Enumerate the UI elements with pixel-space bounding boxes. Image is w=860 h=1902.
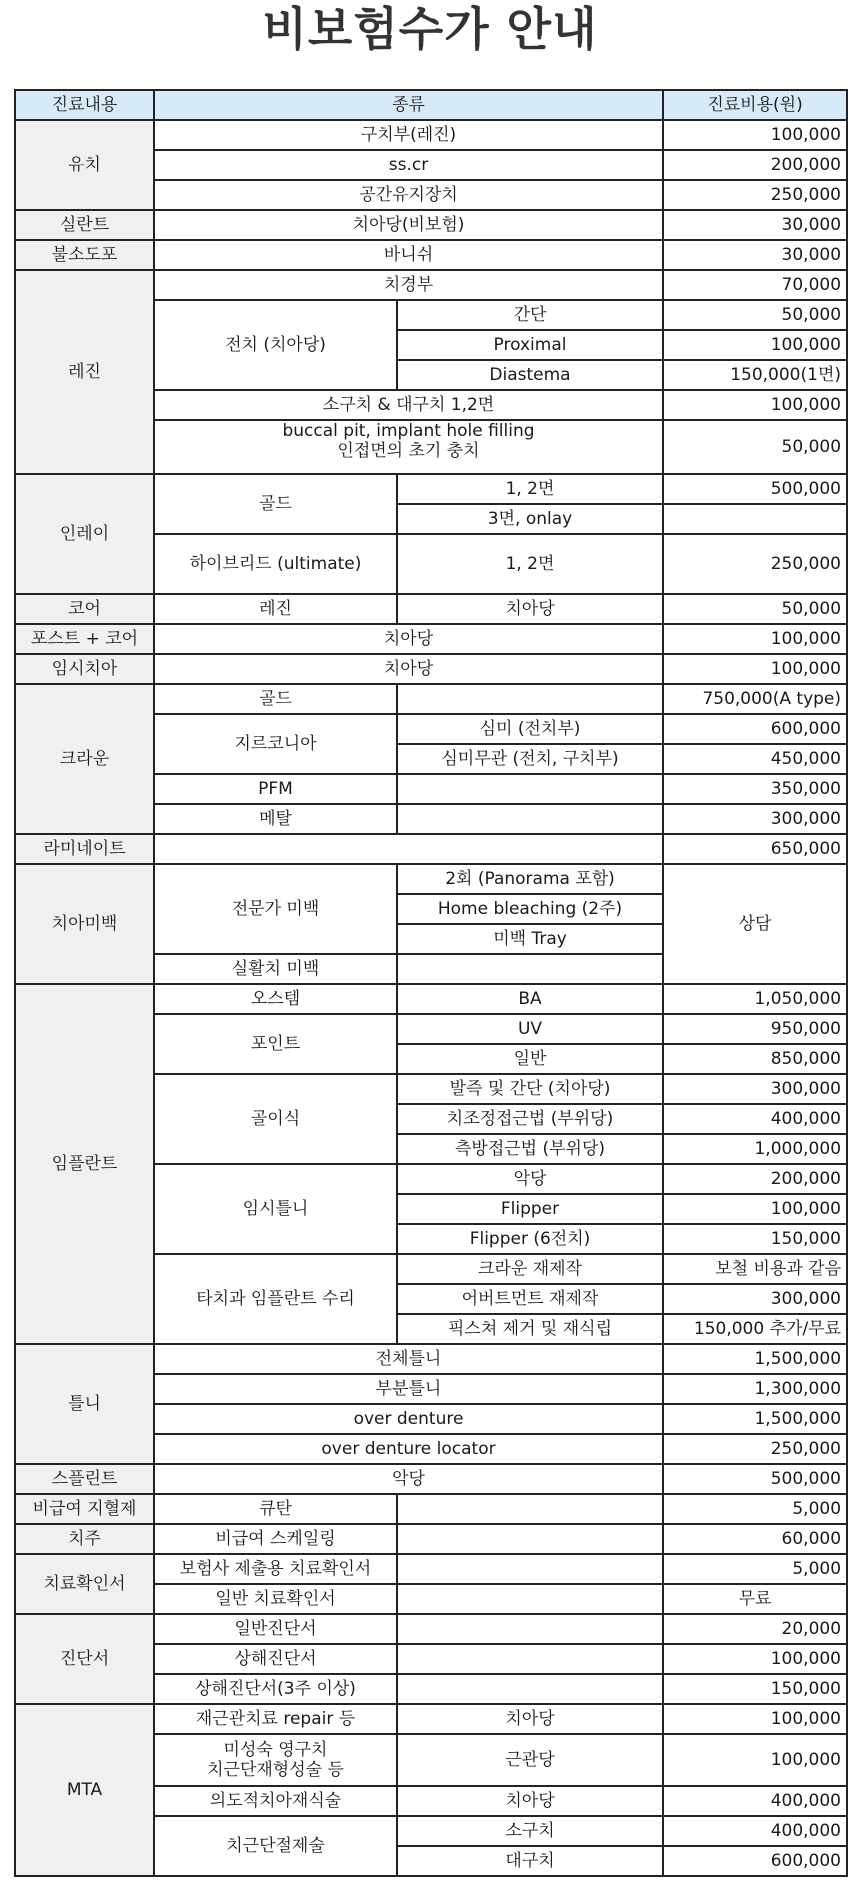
type-cell: 메탈 <box>154 804 397 834</box>
type-cell: 재근관치료 repair 등 <box>154 1704 397 1734</box>
price-cell: 30,000 <box>663 210 847 240</box>
subtype-cell: 대구치 <box>397 1846 663 1876</box>
type-cell: 치아당 <box>154 624 663 654</box>
type-cell: 치경부 <box>154 270 663 300</box>
subtype-cell: 어버트먼트 재제작 <box>397 1284 663 1314</box>
type-cell: 악당 <box>154 1464 663 1494</box>
price-cell: 50,000 <box>663 420 847 474</box>
type-cell: 치아당(비보험) <box>154 210 663 240</box>
fee-table <box>14 89 848 1877</box>
subtype-cell: 치아당 <box>397 1704 663 1734</box>
type-cell: 치근단절제술 <box>154 1816 397 1876</box>
type-line: buccal pit, implant hole filling <box>282 421 535 441</box>
price-cell: 1,050,000 <box>663 984 847 1014</box>
type-cell: 구치부(레진) <box>154 120 663 150</box>
type-cell: 타치과 임플란트 수리 <box>154 1254 397 1344</box>
price-cell: 150,000 추가/무료 <box>663 1314 847 1344</box>
subtype-cell: 치조정접근법 (부위당) <box>397 1104 663 1134</box>
type-cell: 지르코니아 <box>154 714 397 774</box>
category-cell: 틀니 <box>15 1344 154 1464</box>
category-cell: 스플린트 <box>15 1464 154 1494</box>
price-cell: 1,500,000 <box>663 1344 847 1374</box>
price-cell: 250,000 <box>663 1434 847 1464</box>
category-cell: 인레이 <box>15 474 154 594</box>
table-row <box>15 1704 847 1734</box>
subtype-cell: 소구치 <box>397 1816 663 1846</box>
category-cell: 임플란트 <box>15 984 154 1344</box>
category-cell: 코어 <box>15 594 154 624</box>
subtype-cell: 픽스쳐 제거 및 재식립 <box>397 1314 663 1344</box>
type-cell <box>154 1734 397 1786</box>
type-cell <box>154 834 663 864</box>
category-cell: 실란트 <box>15 210 154 240</box>
table-row <box>15 1344 847 1374</box>
page-title: 비보험수가 안내 <box>262 2 598 56</box>
price-cell: 70,000 <box>663 270 847 300</box>
table-row <box>15 270 847 300</box>
table-row <box>15 984 847 1014</box>
type-line: 미성숙 영구치 <box>223 1740 328 1760</box>
subtype-cell: 치아당 <box>397 594 663 624</box>
price-cell: 상담 <box>663 864 847 984</box>
header-price: 진료비용(원) <box>663 90 847 120</box>
price-cell: 500,000 <box>663 474 847 504</box>
table-row <box>15 594 847 624</box>
subtype-cell <box>397 1674 663 1704</box>
table-header-row <box>15 90 847 120</box>
table-row <box>15 684 847 714</box>
table-row <box>15 1554 847 1584</box>
type-cell <box>154 420 663 474</box>
subtype-cell: BA <box>397 984 663 1014</box>
type-line: 인접면의 초기 충치 <box>337 441 480 461</box>
category-cell: 비급여 지혈제 <box>15 1494 154 1524</box>
type-cell: 전치 (치아당) <box>154 300 397 390</box>
price-cell: 200,000 <box>663 150 847 180</box>
type-cell: 바니쉬 <box>154 240 663 270</box>
table-row <box>15 834 847 864</box>
type-cell: 상해진단서(3주 이상) <box>154 1674 397 1704</box>
price-cell: 5,000 <box>663 1494 847 1524</box>
price-cell: 100,000 <box>663 1734 847 1786</box>
subtype-cell: 심미무관 (전치, 구치부) <box>397 744 663 774</box>
type-cell: 임시틀니 <box>154 1164 397 1254</box>
subtype-cell: 악당 <box>397 1164 663 1194</box>
price-cell: 200,000 <box>663 1164 847 1194</box>
price-cell: 600,000 <box>663 1846 847 1876</box>
subtype-cell: 측방접근법 (부위당) <box>397 1134 663 1164</box>
subtype-cell: 치아당 <box>397 1786 663 1816</box>
price-cell: 150,000 <box>663 1674 847 1704</box>
type-cell: 전체틀니 <box>154 1344 663 1374</box>
type-cell: 치아당 <box>154 654 663 684</box>
type-cell: 일반 치료확인서 <box>154 1584 397 1614</box>
price-cell: 60,000 <box>663 1524 847 1554</box>
type-cell: 상해진단서 <box>154 1644 397 1674</box>
subtype-cell: 3면, onlay <box>397 504 663 534</box>
price-cell: 850,000 <box>663 1044 847 1074</box>
type-cell: 비급여 스케일링 <box>154 1524 397 1554</box>
subtype-cell: 근관당 <box>397 1734 663 1786</box>
category-cell: 임시치아 <box>15 654 154 684</box>
type-cell: 큐탄 <box>154 1494 397 1524</box>
subtype-cell <box>397 774 663 804</box>
price-cell: 5,000 <box>663 1554 847 1584</box>
table-row <box>15 624 847 654</box>
category-cell: 유치 <box>15 120 154 210</box>
subtype-cell <box>397 1554 663 1584</box>
price-cell: 750,000(A type) <box>663 684 847 714</box>
subtype-cell <box>397 1584 663 1614</box>
header-category: 진료내용 <box>15 90 154 120</box>
price-cell: 350,000 <box>663 774 847 804</box>
subtype-cell: Diastema <box>397 360 663 390</box>
type-line: 치근단재형성술 등 <box>207 1760 344 1780</box>
price-cell: 50,000 <box>663 594 847 624</box>
type-cell: 실활치 미백 <box>154 954 397 984</box>
price-cell: 100,000 <box>663 330 847 360</box>
table-row <box>15 654 847 684</box>
table-row <box>15 474 847 504</box>
price-cell: 100,000 <box>663 1704 847 1734</box>
price-cell: 150,000 <box>663 1224 847 1254</box>
type-cell: 골드 <box>154 474 397 534</box>
type-cell: PFM <box>154 774 397 804</box>
price-cell: 20,000 <box>663 1614 847 1644</box>
subtype-cell: Flipper <box>397 1194 663 1224</box>
price-cell: 250,000 <box>663 534 847 594</box>
subtype-cell: 심미 (전치부) <box>397 714 663 744</box>
category-cell: 불소도포 <box>15 240 154 270</box>
price-cell: 무료 <box>663 1584 847 1614</box>
price-cell: 600,000 <box>663 714 847 744</box>
price-cell <box>663 504 847 534</box>
subtype-cell: UV <box>397 1014 663 1044</box>
table-row <box>15 1524 847 1554</box>
price-cell: 50,000 <box>663 300 847 330</box>
type-cell: 오스템 <box>154 984 397 1014</box>
type-cell: 골드 <box>154 684 397 714</box>
type-cell: 공간유지장치 <box>154 180 663 210</box>
type-cell: 소구치 & 대구치 1,2면 <box>154 390 663 420</box>
price-cell: 400,000 <box>663 1786 847 1816</box>
price-cell: 1,000,000 <box>663 1134 847 1164</box>
price-cell: 250,000 <box>663 180 847 210</box>
price-cell: 650,000 <box>663 834 847 864</box>
type-cell: 보험사 제출용 치료확인서 <box>154 1554 397 1584</box>
type-cell: 포인트 <box>154 1014 397 1074</box>
price-cell: 300,000 <box>663 1074 847 1104</box>
table-row <box>15 1614 847 1644</box>
subtype-cell <box>397 1524 663 1554</box>
subtype-cell: Flipper (6전치) <box>397 1224 663 1254</box>
table-row <box>15 240 847 270</box>
subtype-cell <box>397 1644 663 1674</box>
price-cell: 450,000 <box>663 744 847 774</box>
price-cell: 400,000 <box>663 1104 847 1134</box>
price-cell: 300,000 <box>663 1284 847 1314</box>
subtype-cell: 간단 <box>397 300 663 330</box>
type-cell: over denture <box>154 1404 663 1434</box>
header-type: 종류 <box>154 90 663 120</box>
price-cell: 150,000(1면) <box>663 360 847 390</box>
subtype-cell: 발즉 및 간단 (치아당) <box>397 1074 663 1104</box>
subtype-cell: 1, 2면 <box>397 474 663 504</box>
price-cell: 400,000 <box>663 1816 847 1846</box>
type-cell: over denture locator <box>154 1434 663 1464</box>
subtype-cell: Home bleaching (2주) <box>397 894 663 924</box>
price-cell: 100,000 <box>663 1644 847 1674</box>
subtype-cell <box>397 1614 663 1644</box>
price-cell: 100,000 <box>663 390 847 420</box>
price-cell: 보철 비용과 같음 <box>663 1254 847 1284</box>
subtype-cell: 크라운 재제작 <box>397 1254 663 1284</box>
category-cell: 레진 <box>15 270 154 474</box>
category-cell: 치주 <box>15 1524 154 1554</box>
type-cell: 골이식 <box>154 1074 397 1164</box>
price-cell: 100,000 <box>663 120 847 150</box>
subtype-cell: 미백 Tray <box>397 924 663 954</box>
type-cell: ss.cr <box>154 150 663 180</box>
category-cell: 크라운 <box>15 684 154 834</box>
subtype-cell: 일반 <box>397 1044 663 1074</box>
price-cell: 100,000 <box>663 654 847 684</box>
type-cell: 전문가 미백 <box>154 864 397 954</box>
table-row <box>15 210 847 240</box>
type-cell: 하이브리드 (ultimate) <box>154 534 397 594</box>
category-cell: 치료확인서 <box>15 1554 154 1614</box>
type-cell: 레진 <box>154 594 397 624</box>
subtype-cell <box>397 1494 663 1524</box>
price-cell: 1,500,000 <box>663 1404 847 1434</box>
table-row <box>15 1464 847 1494</box>
price-cell: 100,000 <box>663 1194 847 1224</box>
type-cell: 의도적치아재식술 <box>154 1786 397 1816</box>
category-cell: MTA <box>15 1704 154 1876</box>
subtype-cell <box>397 954 663 984</box>
subtype-cell <box>397 684 663 714</box>
type-cell: 부분틀니 <box>154 1374 663 1404</box>
price-cell: 950,000 <box>663 1014 847 1044</box>
subtype-cell <box>397 804 663 834</box>
price-cell: 30,000 <box>663 240 847 270</box>
subtype-cell: Proximal <box>397 330 663 360</box>
category-cell: 포스트 + 코어 <box>15 624 154 654</box>
table-row <box>15 1494 847 1524</box>
price-cell: 500,000 <box>663 1464 847 1494</box>
price-cell: 300,000 <box>663 804 847 834</box>
table-row <box>15 120 847 150</box>
subtype-cell: 2회 (Panorama 포함) <box>397 864 663 894</box>
subtype-cell: 1, 2면 <box>397 534 663 594</box>
type-cell: 일반진단서 <box>154 1614 397 1644</box>
table-row <box>15 864 847 894</box>
category-cell: 치아미백 <box>15 864 154 984</box>
category-cell: 진단서 <box>15 1614 154 1704</box>
price-cell: 100,000 <box>663 624 847 654</box>
price-cell: 1,300,000 <box>663 1374 847 1404</box>
category-cell: 라미네이트 <box>15 834 154 864</box>
